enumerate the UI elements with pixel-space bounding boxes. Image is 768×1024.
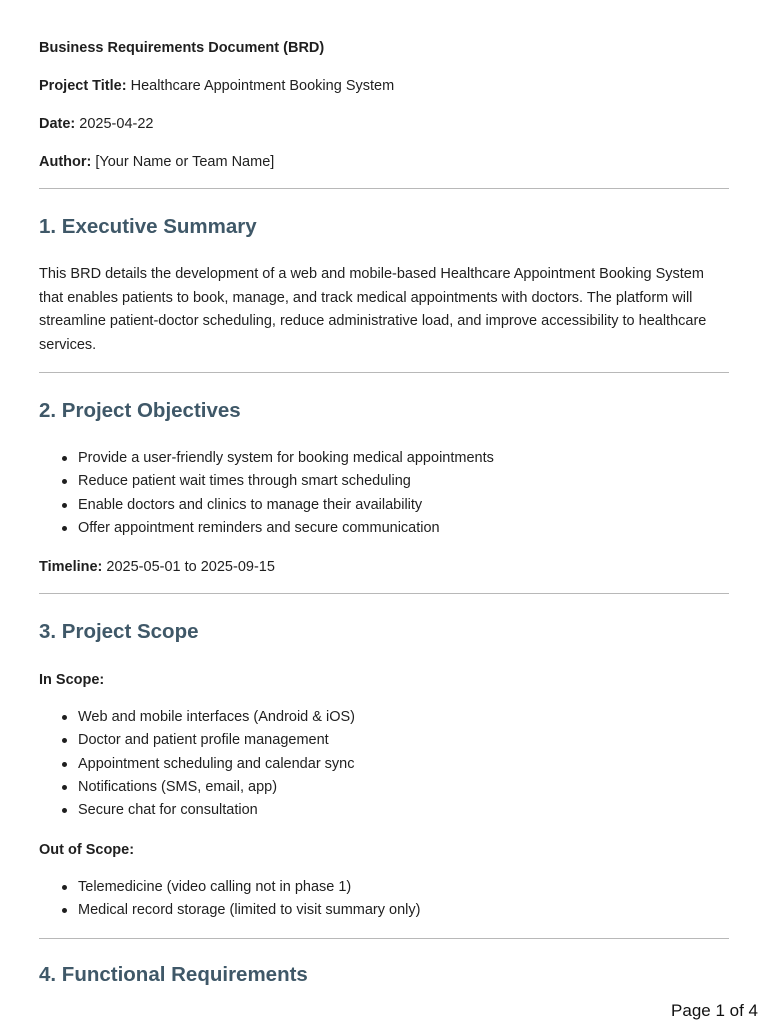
project-title-value: Healthcare Appointment Booking System bbox=[130, 78, 395, 94]
author-value: [Your Name or Team Name] bbox=[95, 154, 275, 170]
timeline-value: 2025-05-01 to 2025-09-15 bbox=[106, 559, 275, 575]
executive-summary-heading: 1. Executive Summary bbox=[39, 215, 257, 238]
project-objectives-heading: 2. Project Objectives bbox=[39, 399, 241, 422]
out-of-scope-label: Out of Scope: bbox=[39, 842, 135, 858]
date-line bbox=[39, 114, 153, 134]
page-indicator: Page 1 of 4 bbox=[671, 1001, 758, 1020]
list-item: Reduce patient wait times through smart scheduling bbox=[39, 470, 494, 493]
list-item: Telemedicine (video calling not in phase 1) bbox=[39, 876, 420, 899]
date-value: 2025-04-22 bbox=[79, 116, 154, 132]
out-of-scope-list bbox=[39, 876, 420, 923]
section-divider bbox=[39, 372, 729, 373]
executive-summary-body: This BRD details the development of a web and mobile-based Healthcare Appointment Booking System that enables patients to book, manage, and track medical appointments with doctors. The platform will streamline patient-doctor scheduling, reduce administrative load, and improve accessibility to healthcare services. bbox=[39, 266, 707, 353]
section-divider bbox=[39, 593, 729, 594]
author-line bbox=[39, 152, 274, 172]
list-item: Notifications (SMS, email, app) bbox=[39, 776, 355, 799]
in-scope-list bbox=[39, 706, 355, 822]
section-divider bbox=[39, 938, 729, 939]
list-item: Offer appointment reminders and secure communication bbox=[39, 517, 494, 540]
list-item: Web and mobile interfaces (Android & iOS) bbox=[39, 706, 355, 729]
objectives-list bbox=[39, 447, 494, 540]
list-item: Medical record storage (limited to visit summary only) bbox=[39, 899, 420, 922]
author-label: Author: bbox=[39, 154, 92, 170]
document-title: Business Requirements Document (BRD) bbox=[39, 40, 325, 56]
list-item: Secure chat for consultation bbox=[39, 799, 355, 822]
in-scope-label: In Scope: bbox=[39, 672, 105, 688]
project-title-label: Project Title: bbox=[39, 78, 127, 94]
functional-requirements-heading: 4. Functional Requirements bbox=[39, 963, 308, 986]
project-scope-heading: 3. Project Scope bbox=[39, 620, 199, 643]
list-item: Provide a user-friendly system for booking medical appointments bbox=[39, 447, 494, 470]
list-item: Appointment scheduling and calendar sync bbox=[39, 753, 355, 776]
list-item: Doctor and patient profile management bbox=[39, 729, 355, 752]
date-label: Date: bbox=[39, 116, 76, 132]
project-title-line bbox=[39, 76, 394, 96]
timeline-label: Timeline: bbox=[39, 559, 103, 575]
list-item: Enable doctors and clinics to manage their availability bbox=[39, 494, 494, 517]
timeline-line bbox=[39, 557, 275, 577]
section-divider bbox=[39, 188, 729, 189]
